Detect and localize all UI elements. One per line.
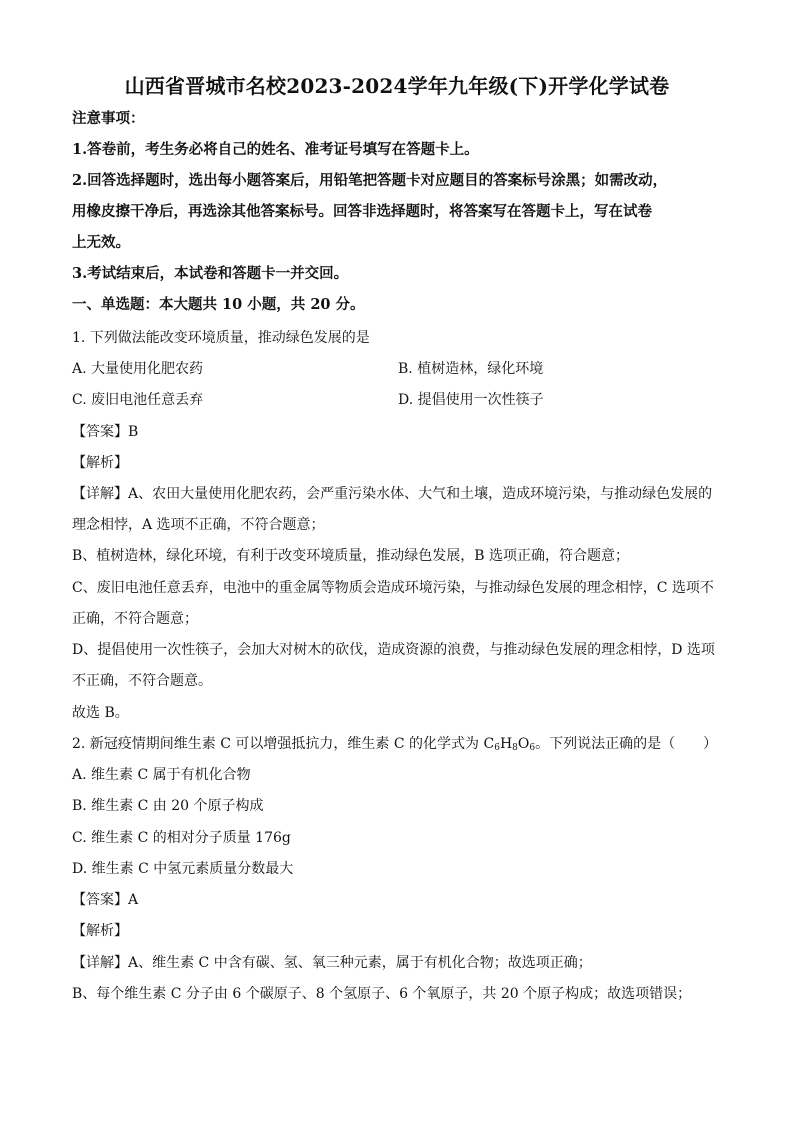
q1-analysis-label: 【解析】 <box>72 455 128 471</box>
notice-item-1: 1.答卷前，考生务必将自己的姓名、准考证号填写在答题卡上。 <box>72 141 479 158</box>
q2-stem <box>72 735 717 757</box>
q1-detail-7: 不正确，不符合题意。 <box>72 673 212 689</box>
q2-option-d: D. 维生素 C 中氢元素质量分数最大 <box>72 861 294 877</box>
q2-detail-2: B、每个维生素 C 分子由 6 个碳原子、8 个氢原子、6 个氧原子，共 20 个原子构成；故选项错误； <box>72 986 692 1002</box>
notice-item-2-line-2: 用橡皮擦干净后，再选涂其他答案标号。回答非选择题时，将答案写在答题卡上，写在试卷 <box>72 203 652 220</box>
q2-stem-pre: 2. 新冠疫情期间维生素 C 可以增强抵抗力，维生素 C 的化学式为 C <box>72 736 495 752</box>
notice-item-2-line-3: 上无效。 <box>72 234 130 251</box>
notice-heading: 注意事项： <box>72 110 145 127</box>
section-heading: 一、单选题：本大题共 10 小题，共 20 分。 <box>72 296 365 313</box>
q1-detail-5: 正确，不符合题意； <box>72 611 198 627</box>
q2-stem-post: 。下列说法正确的是（ ） <box>535 736 718 752</box>
q2-sub-h: 8 <box>512 743 518 753</box>
q1-stem: 1. 下列做法能改变环境质量，推动绿色发展的是 <box>72 330 370 346</box>
q1-detail-3: B、植树造林，绿化环境，有利于改变环境质量，推动绿色发展，B 选项正确，符合题意； <box>72 548 630 564</box>
q1-option-d: D. 提倡使用一次性筷子 <box>398 392 544 408</box>
q1-answer: 【答案】B <box>72 424 139 440</box>
q2-analysis-label: 【解析】 <box>72 923 128 939</box>
q1-option-a: A. 大量使用化肥农药 <box>72 361 204 377</box>
q1-detail-2: 理念相悖，A 选项不正确，不符合题意； <box>72 517 325 533</box>
q2-option-c: C. 维生素 C 的相对分子质量 176g <box>72 830 291 846</box>
q2-sub-o: 6 <box>529 743 536 753</box>
q2-option-b: B. 维生素 C 由 20 个原子构成 <box>72 798 264 814</box>
q1-detail-1: 【详解】A、农田大量使用化肥农药，会严重污染水体、大气和土壤，造成环境污染，与推动绿色发展的 <box>72 486 713 502</box>
page-title: 山西省晋城市名校2023-2024学年九年级(下)开学化学试卷 <box>124 74 670 98</box>
notice-item-3: 3.考试结束后，本试卷和答题卡一并交回。 <box>72 265 349 282</box>
q2-sub-c: 6 <box>494 743 500 753</box>
q2-detail-1: 【详解】A、维生素 C 中含有碳、氢、氧三种元素，属于有机化合物；故选项正确； <box>72 955 592 971</box>
q2-formula-o: O <box>517 736 530 752</box>
q2-formula-h: H <box>499 736 513 752</box>
q1-detail-4: C、废旧电池任意丢弃，电池中的重金属等物质会造成环境污染，与推动绿色发展的理念相悖，C 选项不 <box>72 580 714 596</box>
notice-item-2-line-1: 2.回答选择题时，选出每小题答案后，用铅笔把答题卡对应题目的答案标号涂黑；如需改动， <box>72 172 668 189</box>
q2-option-a: A. 维生素 C 属于有机化合物 <box>72 767 251 783</box>
q1-option-c: C. 废旧电池任意丢弃 <box>72 392 204 408</box>
q1-conclusion: 故选 B。 <box>72 705 129 721</box>
q1-detail-6: D、提倡使用一次性筷子，会加大对树木的砍伐，造成资源的浪费，与推动绿色发展的理念相悖，D 选项 <box>72 642 715 658</box>
q1-option-b: B. 植树造林，绿化环境 <box>398 361 544 377</box>
q2-answer: 【答案】A <box>72 892 139 908</box>
